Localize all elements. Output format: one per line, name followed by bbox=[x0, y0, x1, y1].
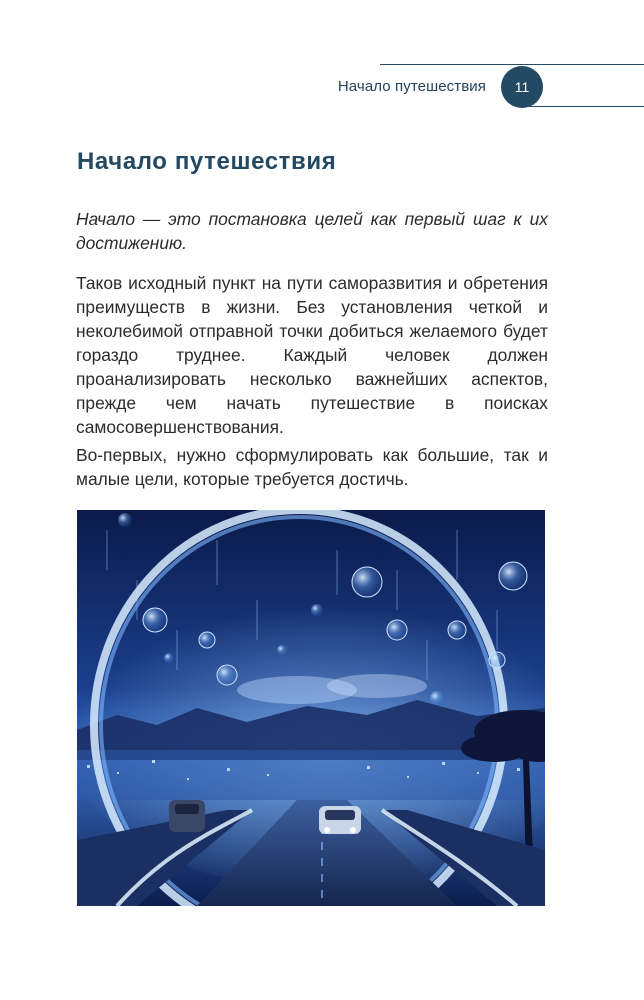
header-rule bbox=[380, 64, 644, 65]
body-paragraph-2: Во-первых, нужно сформулировать как большие, так и малые цели, которые требуется достичь. bbox=[76, 445, 548, 489]
illustration-art bbox=[77, 510, 545, 906]
futuristic-road-illustration bbox=[77, 510, 545, 906]
lead-paragraph: Начало — это постановка целей как первый шаг к их достижению. bbox=[76, 209, 548, 253]
header-rule-lower bbox=[522, 106, 644, 107]
body-paragraph-1: Таков исходный пункт на пути саморазвития и обретения преимуществ в жизни. Без установления четкой и неколебимой отправной точки добиться желаемого будет гораздо труднее. Каждый человек должен проанализировать несколько важнейших аспектов, прежде чем начать путешествие в поисках самосовершенствования. bbox=[76, 273, 548, 437]
chapter-title: Начало путешествия bbox=[77, 148, 337, 175]
running-head-title: Начало путешествия bbox=[337, 78, 486, 95]
page-number-badge: 11 bbox=[501, 66, 543, 108]
